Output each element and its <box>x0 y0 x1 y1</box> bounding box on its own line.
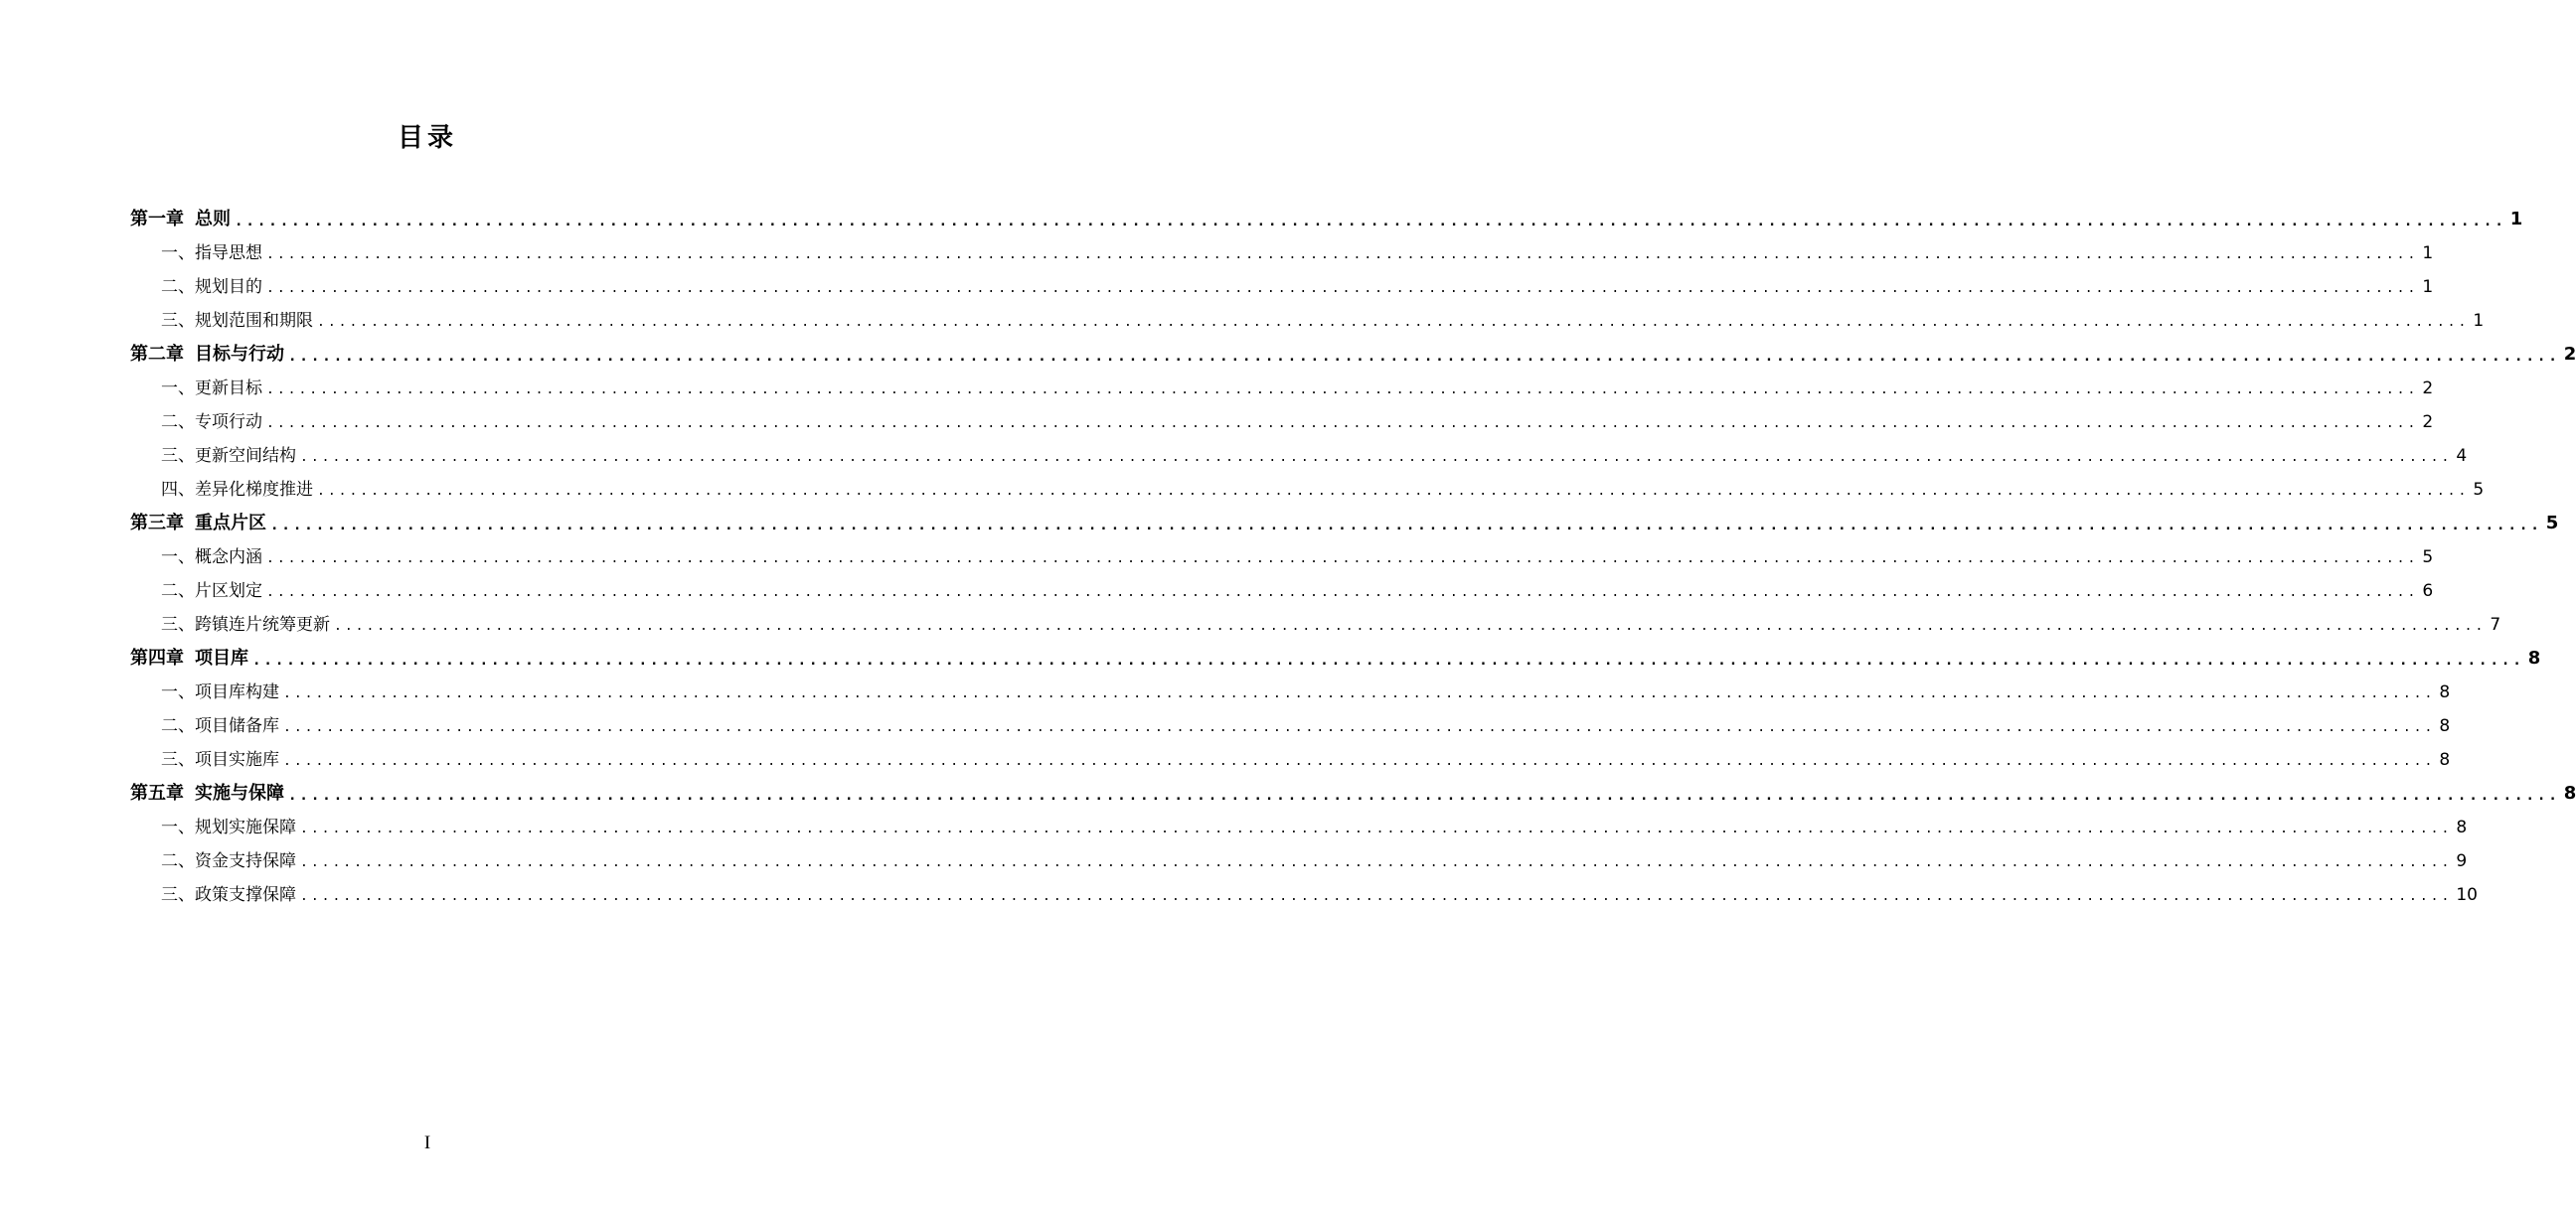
toc-entry-number: 一、 <box>161 547 195 567</box>
toc-section-entry[interactable] <box>130 574 2434 608</box>
dot-leader: ........................................................................................................................................................................................................ <box>252 653 2524 669</box>
toc-entry-title: 规划实施保障 <box>195 818 296 837</box>
toc-entry-page: 8 <box>2439 716 2451 736</box>
dot-leader: ........................................................................................................................................................................................................ <box>300 855 2453 870</box>
toc-section-entry[interactable] <box>130 743 2451 777</box>
toc-section-entry[interactable] <box>130 405 2434 439</box>
toc-entry-title: 更新空间结构 <box>195 446 296 466</box>
toc-section-entry[interactable] <box>130 608 2501 642</box>
toc-entry-title: 重点片区 <box>195 513 266 533</box>
toc-section-entry[interactable] <box>130 844 2468 878</box>
toc-entry-page: 1 <box>2473 311 2485 331</box>
toc-section-entry[interactable] <box>130 439 2468 473</box>
toc-entry-title: 总则 <box>195 209 231 229</box>
dot-leader: ........................................................................................................................................................................................................ <box>266 551 2419 566</box>
dot-leader: ........................................................................................................................................................................................................ <box>283 720 2436 735</box>
toc-entry-page: 8 <box>2527 648 2541 669</box>
dot-leader: ........................................................................................................................................................................................................ <box>283 754 2436 769</box>
dot-leader: ........................................................................................................................................................................................................ <box>317 315 2470 330</box>
dot-leader: ........................................................................................................................................................................................................ <box>300 889 2453 904</box>
toc-entry-title: 跨镇连片统筹更新 <box>195 615 330 635</box>
toc-chapter-entry[interactable] <box>130 642 2541 676</box>
toc-entry-number: 第五章 <box>130 783 184 804</box>
toc-entry-number: 一、 <box>161 682 195 702</box>
toc-section-entry[interactable] <box>130 709 2451 743</box>
toc-entry-number: 二、 <box>161 412 195 432</box>
toc-section-entry[interactable] <box>130 811 2468 844</box>
toc-entry-page: 6 <box>2422 581 2434 601</box>
dot-leader: ........................................................................................................................................................................................................ <box>317 484 2470 499</box>
toc-entry-page: 1 <box>2422 277 2434 297</box>
toc-entry-number: 第四章 <box>130 648 184 669</box>
toc-entry-number: 一、 <box>161 818 195 837</box>
toc-entry-number: 三、 <box>161 446 195 466</box>
toc-entry-page: 4 <box>2456 446 2468 466</box>
toc-section-entry[interactable] <box>130 304 2485 338</box>
toc-chapter-entry[interactable] <box>130 777 2576 811</box>
toc-chapter-entry[interactable] <box>130 203 2523 236</box>
toc-entry-page: 9 <box>2456 851 2468 871</box>
toc-entry-page: 1 <box>2509 209 2523 229</box>
dot-leader: ........................................................................................................................................................................................................ <box>288 349 2560 365</box>
toc-entry-number: 一、 <box>161 378 195 398</box>
toc-section-entry[interactable] <box>130 372 2434 405</box>
toc-section-entry[interactable] <box>130 676 2451 709</box>
toc-entry-number: 三、 <box>161 311 195 331</box>
toc-entry-page: 8 <box>2439 750 2451 770</box>
dot-leader: ........................................................................................................................................................................................................ <box>266 382 2419 397</box>
dot-leader: ........................................................................................................................................................................................................ <box>266 585 2419 600</box>
toc-entry-title: 资金支持保障 <box>195 851 296 871</box>
toc-section-entry[interactable] <box>130 540 2434 574</box>
toc-entry-number: 二、 <box>161 851 195 871</box>
toc-entry-title: 片区划定 <box>195 581 262 601</box>
toc-entry-page: 7 <box>2490 615 2501 635</box>
dot-leader: ........................................................................................................................................................................................................ <box>266 416 2419 431</box>
toc-entry-title: 目标与行动 <box>195 344 284 365</box>
toc-entry-title: 更新目标 <box>195 378 262 398</box>
toc-entry-number: 三、 <box>161 750 195 770</box>
dot-leader: ........................................................................................................................................................................................................ <box>300 450 2453 465</box>
toc-section-entry[interactable] <box>130 878 2478 912</box>
toc-entry-title: 规划范围和期限 <box>195 311 313 331</box>
toc-entry-title: 项目储备库 <box>195 716 279 736</box>
page-number: I <box>423 1133 431 1153</box>
toc-section-entry[interactable] <box>130 236 2434 270</box>
toc-entry-title: 项目库构建 <box>195 682 279 702</box>
dot-leader: ........................................................................................................................................................................................................ <box>266 247 2419 262</box>
toc-entry-title: 指导思想 <box>195 243 262 263</box>
toc-entry-title: 专项行动 <box>195 412 262 432</box>
dot-leader: ........................................................................................................................................................................................................ <box>283 686 2436 701</box>
toc-entry-page: 5 <box>2422 547 2434 567</box>
toc-section-entry[interactable] <box>130 473 2485 507</box>
toc-entry-title: 项目实施库 <box>195 750 279 770</box>
toc-section-entry[interactable] <box>130 270 2434 304</box>
toc-entry-page: 2 <box>2563 344 2576 365</box>
toc-entry-title: 项目库 <box>195 648 248 669</box>
toc-entry-number: 一、 <box>161 243 195 263</box>
toc-entry-number: 二、 <box>161 716 195 736</box>
dot-leader: ........................................................................................................................................................................................................ <box>288 788 2560 804</box>
toc-entry-title: 规划目的 <box>195 277 262 297</box>
toc-entry-title: 概念内涵 <box>195 547 262 567</box>
toc-entry-number: 二、 <box>161 277 195 297</box>
page-title: 目录 <box>397 123 457 153</box>
dot-leader: ........................................................................................................................................................................................................ <box>300 822 2453 836</box>
toc-chapter-entry[interactable] <box>130 338 2576 372</box>
table-of-contents <box>130 203 2576 912</box>
dot-leader: ........................................................................................................................................................................................................ <box>270 518 2542 533</box>
toc-entry-page: 8 <box>2439 682 2451 702</box>
toc-entry-number: 第二章 <box>130 344 184 365</box>
toc-entry-number: 二、 <box>161 581 195 601</box>
toc-chapter-entry[interactable] <box>130 507 2559 540</box>
toc-entry-page: 10 <box>2456 885 2478 905</box>
dot-leader: ........................................................................................................................................................................................................ <box>334 619 2487 634</box>
toc-entry-number: 第三章 <box>130 513 184 533</box>
toc-entry-page: 8 <box>2456 818 2468 837</box>
toc-entry-title: 政策支撑保障 <box>195 885 296 905</box>
toc-entry-page: 1 <box>2422 243 2434 263</box>
dot-leader: ........................................................................................................................................................................................................ <box>235 214 2506 229</box>
toc-entry-page: 2 <box>2422 412 2434 432</box>
toc-entry-number: 三、 <box>161 615 195 635</box>
toc-entry-page: 5 <box>2473 480 2485 500</box>
toc-entry-number: 第一章 <box>130 209 184 229</box>
toc-entry-number: 四、 <box>161 480 195 500</box>
toc-entry-page: 5 <box>2545 513 2559 533</box>
toc-entry-title: 差异化梯度推进 <box>195 480 313 500</box>
dot-leader: ........................................................................................................................................................................................................ <box>266 281 2419 296</box>
toc-entry-page: 8 <box>2563 783 2576 804</box>
toc-entry-title: 实施与保障 <box>195 783 284 804</box>
toc-entry-number: 三、 <box>161 885 195 905</box>
toc-entry-page: 2 <box>2422 378 2434 398</box>
